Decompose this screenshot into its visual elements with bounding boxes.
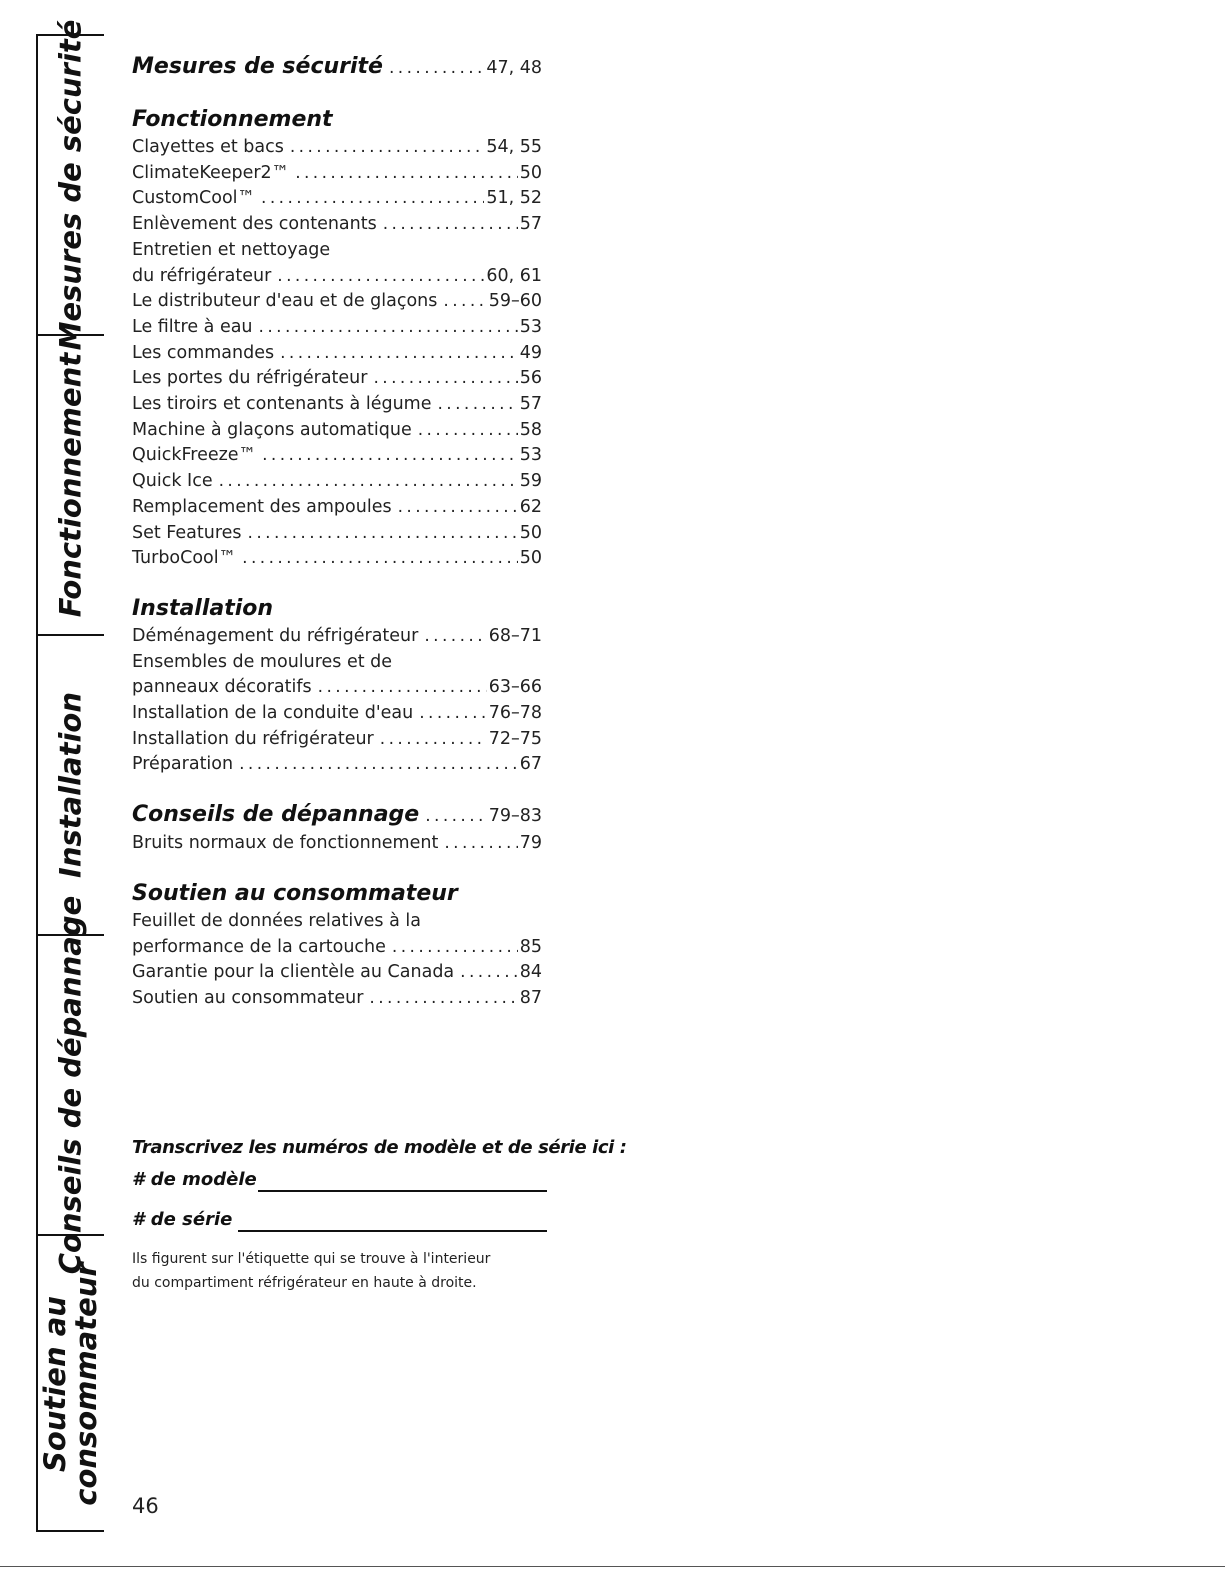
toc-entry	[132, 341, 542, 367]
tab-conseils-de-depannage	[38, 895, 104, 1275]
page-number: 46	[132, 1494, 159, 1518]
entry-text: Le filtre à eau	[132, 316, 253, 337]
serial-number-field	[132, 1206, 592, 1240]
section-tab-strip	[36, 19, 104, 1532]
serial-number-label: # de série	[132, 1209, 233, 1230]
model-number-label: # de modèle	[132, 1169, 257, 1190]
toc-heading-safety	[132, 52, 542, 83]
dot-leader	[383, 212, 518, 238]
section-title: Conseils de dépannage	[132, 802, 420, 828]
dot-leader	[380, 727, 487, 753]
entry-text: du réfrigérateur	[132, 265, 272, 286]
model-serial-record	[132, 1136, 627, 1294]
dot-leader	[419, 701, 486, 727]
entry-text: Déménagement du réfrigérateur	[132, 625, 419, 646]
dot-leader	[389, 53, 484, 83]
toc-section-support	[132, 879, 542, 1012]
toc-entry	[132, 212, 542, 238]
tab-fonctionnement	[38, 336, 104, 636]
page-ref: 50	[519, 522, 542, 543]
entry-text: Quick Ice	[132, 471, 213, 492]
tab-soutien-au-consommateur	[38, 1236, 104, 1532]
toc-entry	[132, 289, 542, 315]
tab-installation	[38, 636, 104, 936]
tab-label: Fonctionnement	[53, 352, 88, 618]
page-ref: 79–83	[488, 806, 542, 827]
entry-text: Bruits normaux de fonctionnement	[132, 833, 439, 854]
page-ref: 76–78	[488, 703, 542, 724]
page-ref: 72–75	[488, 728, 542, 749]
model-number-blank-line	[258, 1190, 547, 1192]
toc-entry	[132, 186, 542, 212]
entry-text: Préparation	[132, 754, 234, 775]
dot-leader	[369, 986, 517, 1012]
toc-section-safety	[132, 52, 542, 83]
page-ref: 56	[519, 368, 542, 389]
dot-leader	[259, 315, 518, 341]
entry-text: Installation du réfrigérateur	[132, 728, 374, 749]
entry-text: Les commandes	[132, 342, 275, 363]
entry-text: Les portes du réfrigérateur	[132, 368, 368, 389]
page-ref: 59	[519, 471, 542, 492]
dot-leader	[280, 341, 518, 367]
dot-leader	[437, 392, 517, 418]
toc-entry	[132, 495, 542, 521]
toc-entry	[132, 161, 542, 187]
tab-label-line2: consommateur	[69, 1262, 103, 1506]
page-ref: 53	[519, 316, 542, 337]
toc-entry	[132, 752, 542, 778]
dot-leader	[242, 546, 518, 572]
dot-leader	[443, 289, 486, 315]
dot-leader	[295, 161, 518, 187]
toc-entry	[132, 727, 542, 753]
toc-entry	[132, 960, 542, 986]
entry-text: performance de la cartouche	[132, 936, 386, 957]
page-ref: 47, 48	[486, 58, 542, 78]
section-title: Fonctionnement	[132, 107, 333, 132]
toc-section-operation	[132, 105, 542, 572]
toc-entry-line: Feuillet de données relatives à la	[132, 910, 421, 931]
toc-entry	[132, 264, 542, 290]
entry-text: Clayettes et bacs	[132, 137, 284, 157]
toc-entry	[132, 831, 542, 857]
page-ref: 49	[519, 342, 542, 363]
entry-text: panneaux décoratifs	[132, 677, 312, 698]
entry-text: CustomCool™	[132, 188, 256, 209]
dot-leader	[248, 521, 518, 547]
page-ref: 57	[519, 394, 542, 415]
toc-entry	[132, 701, 542, 727]
entry-text: Machine à glaçons automatique	[132, 419, 412, 440]
entry-text: Les tiroirs et contenants à légume	[132, 394, 432, 415]
page-ref: 84	[519, 962, 542, 983]
toc-entry	[132, 443, 542, 469]
page-ref: 67	[519, 754, 542, 775]
tab-label: Mesures de sécurité	[53, 19, 88, 351]
page-ref: 53	[519, 445, 542, 466]
page-ref: 58	[519, 419, 542, 440]
dot-leader	[460, 960, 518, 986]
dot-leader	[425, 801, 487, 831]
page-ref: 85	[519, 936, 542, 957]
dot-leader	[398, 495, 518, 521]
page-ref: 60, 61	[486, 265, 542, 286]
toc-entry	[132, 392, 542, 418]
dot-leader	[444, 831, 517, 857]
entry-text: Soutien au consommateur	[132, 987, 364, 1008]
entry-text: Enlèvement des contenants	[132, 214, 377, 235]
dot-leader	[219, 469, 518, 495]
tab-label: Conseils de dépannage	[53, 895, 88, 1275]
toc-heading-troubleshooting	[132, 800, 542, 831]
entry-text: Installation de la conduite d'eau	[132, 703, 414, 724]
entry-text: TurboCool™	[132, 548, 237, 569]
page-ref: 51, 52	[486, 188, 542, 209]
model-number-field	[132, 1166, 592, 1200]
entry-text: Set Features	[132, 522, 242, 543]
dot-leader	[424, 624, 486, 650]
label-location-note-line2: du compartiment réfrigérateur en haute à droite.	[132, 1275, 477, 1291]
tab-label: Installation	[53, 692, 88, 878]
serial-number-blank-line	[238, 1230, 547, 1232]
entry-text: QuickFreeze™	[132, 445, 257, 466]
dot-leader	[290, 135, 484, 161]
toc-entry	[132, 469, 542, 495]
dot-leader	[392, 935, 518, 961]
toc-entry	[132, 418, 542, 444]
dot-leader	[239, 752, 518, 778]
toc-entry	[132, 366, 542, 392]
toc-entry	[132, 935, 542, 961]
toc-entry	[132, 135, 542, 161]
entry-text: Remplacement des ampoules	[132, 496, 392, 517]
page-ref: 63–66	[488, 677, 542, 698]
page-ref: 57	[519, 214, 542, 235]
page-ref: 50	[519, 162, 542, 183]
toc-entry	[132, 315, 542, 341]
dot-leader	[262, 443, 518, 469]
toc-entry	[132, 986, 542, 1012]
tab-mesures-de-securite	[38, 19, 104, 351]
toc-entry	[132, 546, 542, 572]
entry-text: Garantie pour la clientèle au Canada	[132, 962, 455, 983]
page-ref: 59–60	[488, 291, 542, 312]
page-ref: 54, 55	[486, 137, 542, 157]
toc-entry-line: Entretien et nettoyage	[132, 239, 331, 260]
section-title: Installation	[132, 595, 274, 621]
toc-section-troubleshooting	[132, 800, 542, 857]
toc-entry	[132, 675, 542, 701]
page-ref: 87	[519, 987, 542, 1008]
dot-leader	[418, 418, 518, 444]
toc-entry	[132, 624, 542, 650]
entry-text: Le distributeur d'eau et de glaçons	[132, 291, 438, 312]
page-ref: 68–71	[488, 625, 542, 646]
dot-leader	[318, 675, 487, 701]
table-of-contents	[132, 52, 542, 1012]
page-ref: 62	[519, 496, 542, 517]
toc-entry-line: Ensembles de moulures et de	[132, 651, 393, 672]
toc-entry	[132, 521, 542, 547]
entry-text: ClimateKeeper2™	[132, 162, 290, 183]
page-ref: 50	[519, 548, 542, 569]
record-heading: Transcrivez les numéros de modèle et de série ici :	[132, 1137, 627, 1158]
section-title: Soutien au consommateur	[132, 880, 458, 906]
page-bottom-rule	[0, 1566, 1225, 1567]
label-location-note-line1: Ils figurent sur l'étiquette qui se trouve à l'interieur	[132, 1251, 491, 1267]
dot-leader	[373, 366, 517, 392]
toc-section-installation	[132, 594, 542, 778]
dot-leader	[261, 186, 484, 212]
tab-label-line1: Soutien au	[38, 1296, 72, 1472]
dot-leader	[277, 264, 484, 290]
section-title: Mesures de sécurité	[132, 54, 383, 79]
page-ref: 79	[519, 833, 542, 854]
